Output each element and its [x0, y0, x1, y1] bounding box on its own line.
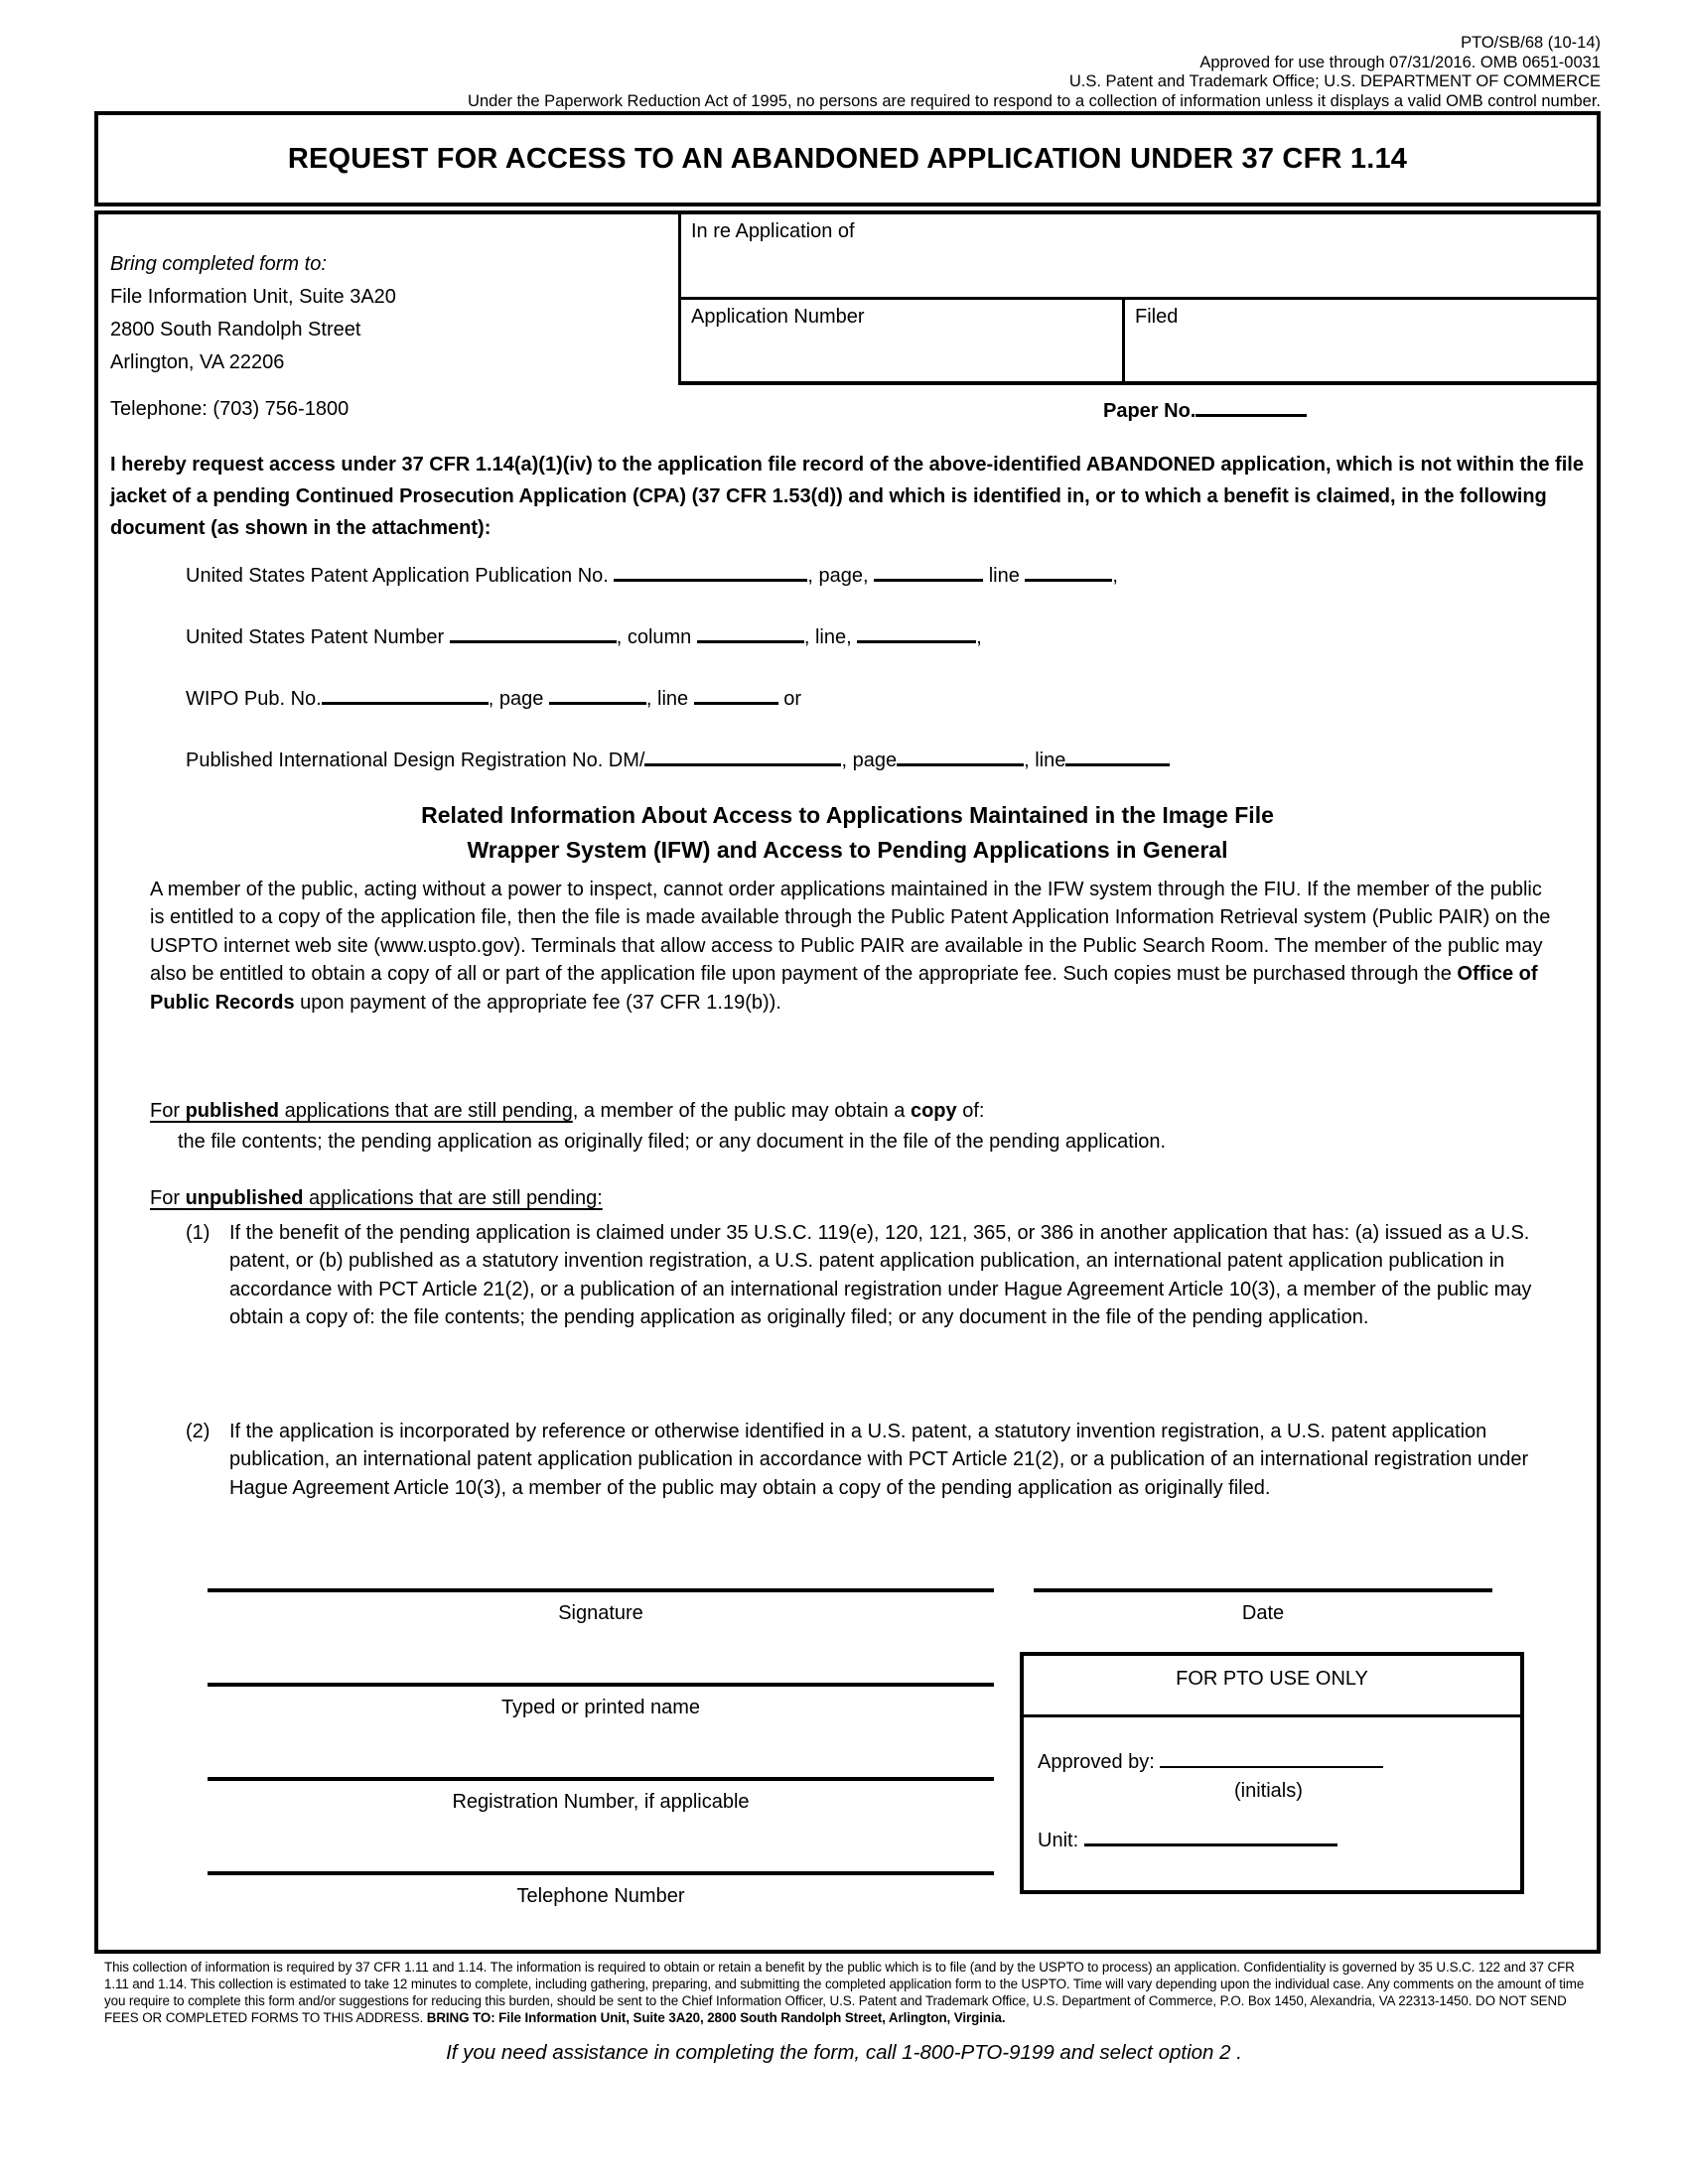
form-body	[94, 210, 1601, 1954]
design-line-blank	[1065, 749, 1170, 766]
paper-no-blank	[1196, 399, 1307, 417]
related-info-heading-line2: Wrapper System (IFW) and Access to Pending Applications in General	[467, 837, 1228, 863]
address-block	[110, 248, 396, 426]
fill-line-design-text: Published International Design Registration No. DM/	[186, 750, 645, 771]
unpublished-section-label	[150, 1187, 603, 1210]
pto-use-only-header: FOR PTO USE ONLY	[1024, 1656, 1520, 1717]
registration-number-field	[208, 1777, 994, 1814]
fill-line-design-line-label: , line	[1024, 750, 1066, 771]
approved-by-field	[1038, 1751, 1520, 1774]
item-1-number: (1)	[186, 1222, 211, 1244]
filed-label: Filed	[1135, 306, 1179, 328]
typed-name-field	[208, 1683, 994, 1719]
fill-line-patent	[186, 625, 982, 649]
office-line: U.S. Patent and Trademark Office; U.S. DEPARTMENT OF COMMERCE	[1068, 72, 1601, 90]
request-paragraph: I hereby request access under 37 CFR 1.14(a)(1)(iv) to the application file record of the above-identified ABANDONED application, which is not within the file jacket of a pending Continued Prosecution Application (CPA) (37 CFR 1.53(d)) and which is identified in, or to which a benefit is claimed, in the following document (as shown in the attachment):	[110, 454, 1584, 539]
fill-line-patent-text: United States Patent Number	[186, 626, 445, 648]
approved-by-blank	[1160, 1751, 1383, 1768]
signature-label: Signature	[558, 1602, 643, 1624]
published-lead-line	[150, 1096, 1570, 1127]
date-field	[1034, 1588, 1492, 1625]
telephone-number-label: Telephone Number	[516, 1885, 685, 1907]
published-copy-bold: copy	[910, 1100, 957, 1122]
published-u2: published	[185, 1100, 280, 1122]
patent-no-blank	[450, 625, 617, 643]
address-line-3: Arlington, VA 22206	[110, 351, 285, 373]
unpublished-item-1	[186, 1219, 1580, 1332]
publication-page-blank	[874, 564, 983, 582]
paper-no-label: Paper No.	[1103, 400, 1196, 422]
bring-to-notice: BRING TO: File Information Unit, Suite 3A20, 2800 South Randolph Street, Arlington, Virginia.	[426, 2009, 1006, 2025]
publication-line-blank	[1025, 564, 1112, 582]
in-re-label: In re Application of	[691, 220, 855, 242]
wipo-no-blank	[322, 687, 489, 705]
paperwork-act-line: Under the Paperwork Reduction Act of 1995, no persons are required to respond to a collection of information unless it displays a valid OMB control number.	[468, 91, 1601, 110]
unpublished-underlined-phrase	[150, 1187, 603, 1209]
signature-field	[208, 1588, 994, 1625]
pto-use-only-box	[1020, 1652, 1524, 1894]
address-line-2: 2800 South Randolph Street	[110, 319, 361, 341]
address-line-1: File Information Unit, Suite 3A20	[110, 286, 396, 308]
assistance-line: If you need assistance in completing the form, call 1-800-PTO-9199 and select option 2 .	[446, 2041, 1242, 2064]
fill-line-publication-comma: ,	[1112, 565, 1118, 587]
initials-label: (initials)	[1234, 1780, 1303, 1802]
paper-no-field	[1103, 399, 1307, 423]
form-header	[468, 34, 1601, 111]
fill-line-wipo-page-label: , page	[488, 688, 544, 710]
fill-line-patent-column-label: , column	[616, 626, 692, 648]
unit-label: Unit:	[1038, 1830, 1079, 1851]
omb-approval: Approved for use through 07/31/2016. OMB 0651-0031	[1199, 53, 1601, 71]
office-of-public-records: Office of Public Records	[150, 963, 1538, 1014]
burden-statement-text: This collection of information is required by 37 CFR 1.11 and 1.14. The information is required to obtain or retain a benefit by the public which is to file (and by the USPTO to process) an application. Confidentiality is governed by 35 U.S.C. 122 and 37 CFR 1.11 and 1.14. This collection is estimated to take 12 minutes to complete, including gathering, preparing, and submitting the completed application form to the USPTO. Time will vary depending upon the individual case. Any comments on the amount of time you require to complete this form and/or suggestions for reducing this burden, should be sent to the Chief Information Officer, U.S. Patent and Trademark Office, U.S. Department of Commerce, P.O. Box 1450, Alexandria, VA 22313-1450. DO NOT SEND FEES OR COMPLETED FORMS TO THIS ADDRESS.	[104, 1960, 1585, 2025]
published-rest2: of:	[956, 1100, 985, 1122]
filed-cell	[1125, 300, 1597, 381]
bring-form-label: Bring completed form to:	[110, 253, 327, 275]
unit-blank	[1084, 1829, 1337, 1846]
registration-number-label: Registration Number, if applicable	[452, 1791, 750, 1813]
fill-line-wipo-or: or	[783, 688, 802, 710]
related-info-text-2: upon payment of the appropriate fee (37 CFR 1.19(b)).	[294, 991, 781, 1014]
published-u1: For	[150, 1100, 186, 1122]
published-sub-line: the file contents; the pending application as originally filed; or any document in the file of the pending application.	[178, 1131, 1167, 1153]
fill-line-design-page-label: , page	[841, 750, 898, 771]
unit-field	[1038, 1829, 1520, 1852]
telephone-number-field	[208, 1871, 994, 1908]
related-info-text-1: A member of the public, acting without a power to inspect, cannot order applications maintained in the IFW system through the FIU. If the member of the public is entitled to a copy of the application file, then the file is made available through the Public Patent Application Information Retrieval system (Public PAIR) on the USPTO internet web site (www.uspto.gov). Terminals that allow access to Public PAIR are available in the Public Search Room. The member of the public may also be entitled to obtain a copy of all or part of the application file upon payment of the appropriate fee. Such copies must be purchased through the	[150, 879, 1551, 986]
publication-no-blank	[614, 564, 807, 582]
related-info-heading-line1: Related Information About Access to Applications Maintained in the Image File	[421, 802, 1274, 828]
application-number-cell	[681, 300, 1125, 381]
fill-line-publication-line-label: line	[988, 565, 1020, 587]
patent-column-blank	[697, 625, 804, 643]
fill-line-design	[186, 749, 1170, 772]
unpublished-u2: unpublished	[185, 1187, 304, 1209]
application-number-label: Application Number	[691, 306, 865, 328]
published-rest1: , a member of the public may obtain a	[572, 1100, 911, 1122]
related-info-heading	[98, 798, 1597, 868]
in-re-application-box	[678, 214, 1597, 300]
wipo-page-blank	[549, 687, 646, 705]
item-1-text: If the benefit of the pending application is claimed under 35 U.S.C. 119(e), 120, 121, 365, or 386 in another application that has: (a) issued as a U.S. patent, or (b) published as a statutory invention registration, a U.S. patent application publication, an international patent application publication in accordance with PCT Article 21(2), or a publication of an international registration under Hague Agreement Article 10(3), a member of the public may obtain a copy of: the file contents; the pending application as originally filed; or any document in the file of the pending application.	[229, 1222, 1532, 1329]
design-page-blank	[897, 749, 1024, 766]
form-title: REQUEST FOR ACCESS TO AN ABANDONED APPLICATION UNDER 37 CFR 1.14	[287, 142, 1408, 175]
typed-name-label: Typed or printed name	[500, 1697, 701, 1718]
fill-line-publication-page-label: , page,	[807, 565, 869, 587]
approved-by-label: Approved by:	[1038, 1751, 1155, 1773]
published-underlined-phrase	[150, 1100, 573, 1122]
date-label: Date	[1241, 1602, 1285, 1624]
unpublished-u1: For	[150, 1187, 186, 1209]
fill-line-patent-comma: ,	[976, 626, 982, 648]
design-no-blank	[644, 749, 841, 766]
form-number: PTO/SB/68 (10-14)	[1461, 34, 1601, 52]
fill-line-publication	[186, 564, 1118, 588]
form-title-box	[94, 111, 1601, 206]
fill-line-wipo-line-label: , line	[645, 688, 689, 710]
telephone-line: Telephone: (703) 756-1800	[110, 398, 350, 420]
fill-line-wipo	[186, 687, 801, 711]
item-2-text: If the application is incorporated by reference or otherwise identified in a U.S. patent, a statutory invention registration, a U.S. patent application publication, an international patent application publication in accordance with PCT Article 21(2), or a publication of an international registration under Hague Agreement Article 10(3), a member of the public may obtain a copy of the pending application as originally filed.	[229, 1421, 1529, 1499]
fill-line-wipo-text: WIPO Pub. No.	[186, 688, 322, 710]
fill-line-patent-line-label: , line,	[803, 626, 852, 648]
unpublished-u3: applications that are still pending:	[303, 1187, 603, 1209]
burden-statement	[104, 1960, 1591, 2027]
published-u3: applications that are still pending	[279, 1100, 573, 1122]
published-section	[150, 1096, 1570, 1158]
wipo-line-blank	[694, 687, 778, 705]
fill-line-publication-text: United States Patent Application Publication No.	[186, 565, 609, 587]
item-2-number: (2)	[186, 1421, 211, 1442]
application-number-filed-row	[678, 300, 1597, 385]
patent-line-blank	[857, 625, 976, 643]
related-info-paragraph	[150, 876, 1552, 1017]
unpublished-item-2	[186, 1418, 1580, 1502]
